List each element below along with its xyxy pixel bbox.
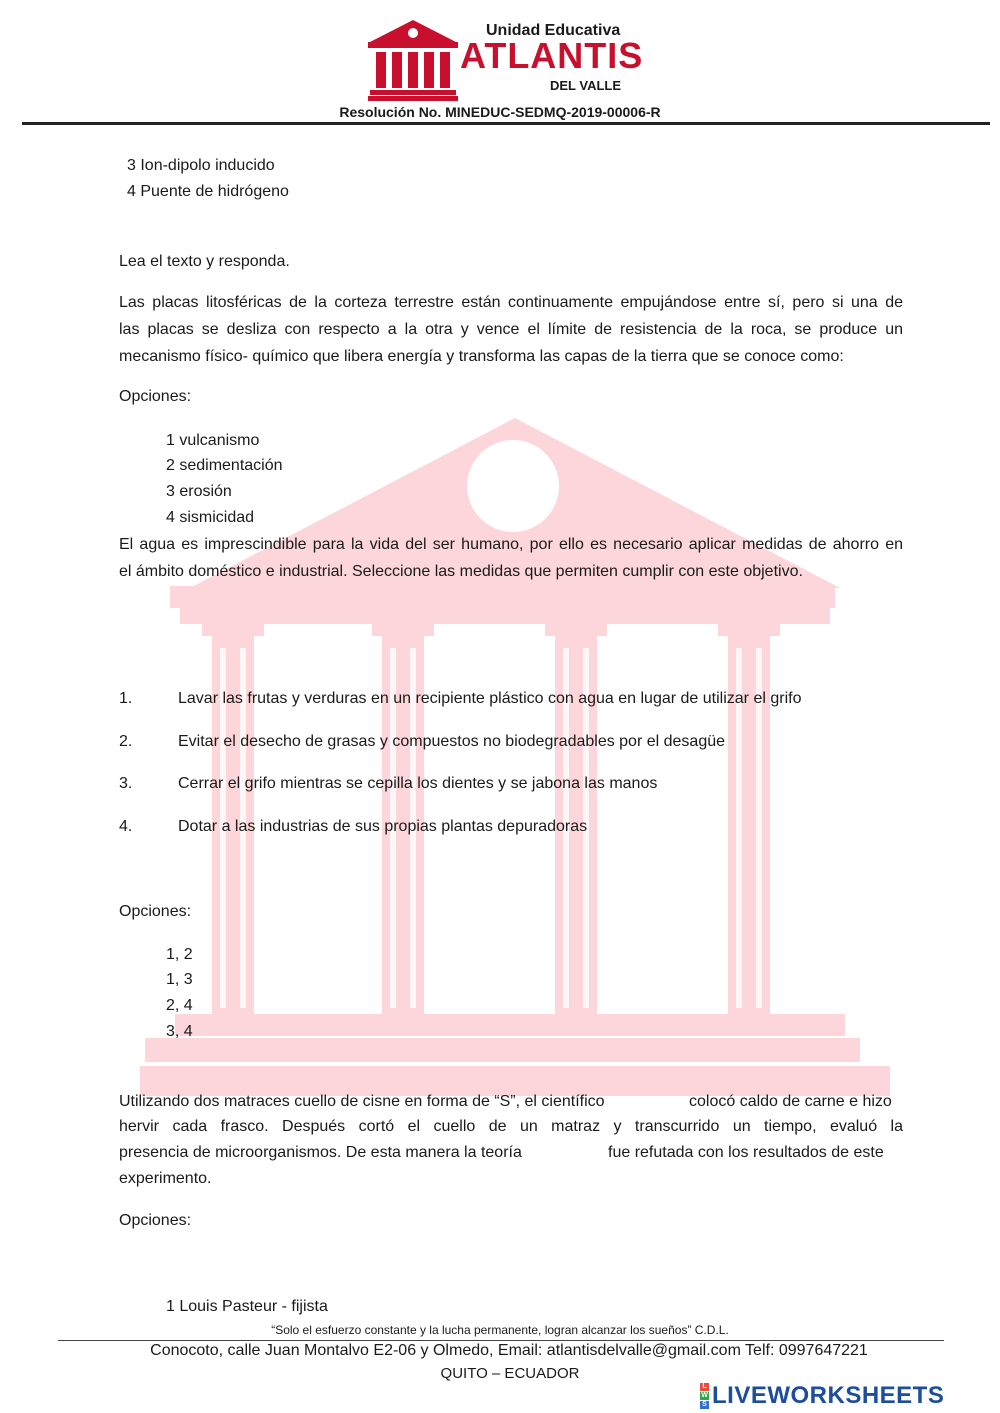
q3-options-label: Opciones: xyxy=(119,903,192,920)
q3-option[interactable]: 1, 2 xyxy=(166,946,193,963)
q2-option[interactable]: 1 vulcanismo xyxy=(166,432,260,449)
q4-text-line-1b: colocó caldo de carne e hizo xyxy=(689,1093,892,1110)
q2-text-line-1: Las placas litosféricas de la corteza terrestre están continuamente empujándose entre sí, pero si una de xyxy=(119,294,903,311)
q2-instruction: Lea el texto y responda. xyxy=(119,253,290,270)
header-divider xyxy=(22,122,990,125)
liveworksheets-badge[interactable] xyxy=(700,1382,944,1410)
q3-item-text: Lavar las frutas y verduras en un recipiente plástico con agua en lugar de utilizar el grifo xyxy=(178,690,802,707)
q4-blank-scientist[interactable] xyxy=(636,1091,686,1111)
q4-text-line-3a: presencia de microorganismos. De esta manera la teoría xyxy=(119,1144,522,1161)
q4-text-line-3b: fue refutada con los resultados de este xyxy=(608,1144,884,1161)
q1-option-3: 3 Ion-dipolo inducido xyxy=(127,157,275,174)
q3-item-text: Dotar a las industrias de sus propias plantas depuradoras xyxy=(178,818,588,835)
q4-options-label: Opciones: xyxy=(119,1212,192,1229)
q3-item-text: Cerrar el grifo mientras se cepilla los dientes y se jabona las manos xyxy=(178,775,658,792)
liveworksheets-logo-icon: L W S xyxy=(701,1383,708,1408)
q3-item-number: 3. xyxy=(119,775,133,792)
q3-item-number: 2. xyxy=(119,733,133,750)
q3-text-line-1: El agua es imprescindible para la vida del ser humano, por ello es necesario aplicar medidas de ahorro en xyxy=(119,536,903,553)
q4-option[interactable]: 1 Louis Pasteur - fijista xyxy=(166,1298,328,1315)
q3-text-line-2: el ámbito doméstico e industrial. Seleccione las medidas que permiten cumplir con este objetivo. xyxy=(119,563,803,580)
q3-item-number: 1. xyxy=(119,690,133,707)
q4-text-line-4: experimento. xyxy=(119,1170,212,1187)
liveworksheets-text: LIVEWORKSHEETS xyxy=(712,1382,945,1409)
q3-option[interactable]: 2, 4 xyxy=(166,997,193,1014)
footer-address: Conocoto, calle Juan Montalvo E2-06 y Olmedo, Email: atlantisdelvalle@gmail.com Telf: 0997647221 xyxy=(150,1342,868,1359)
q4-text-line-2: hervir cada frasco. Después cortó el cuello de un matraz y transcurrido un tiempo, evaluó la xyxy=(119,1118,903,1135)
q4-text-line-1a: Utilizando dos matraces cuello de cisne en forma de “S”, el científico xyxy=(119,1093,605,1110)
footer-city: QUITO – ECUADOR xyxy=(440,1365,580,1382)
school-name-top: Unidad Educativa xyxy=(486,22,621,39)
footer-quote: “Solo el esfuerzo constante y la lucha permanente, logran alcanzar los sueños” C.D.L. xyxy=(271,1323,729,1337)
q2-option[interactable]: 4 sismicidad xyxy=(166,509,255,526)
q2-options-label: Opciones: xyxy=(119,388,192,405)
q3-option[interactable]: 1, 3 xyxy=(166,971,193,988)
school-name: ATLANTIS xyxy=(460,35,644,76)
temple-logo-icon xyxy=(368,18,458,102)
q2-option[interactable]: 3 erosión xyxy=(166,483,232,500)
q2-text-line-3: mecanismo físico- químico que libera energía y transforma las capas de la tierra que se conoce como: xyxy=(119,348,844,365)
q3-item-number: 4. xyxy=(119,818,133,835)
q3-option[interactable]: 3, 4 xyxy=(166,1023,193,1040)
footer-divider xyxy=(58,1340,944,1341)
q1-option-4: 4 Puente de hidrógeno xyxy=(127,183,289,200)
resolution-number: Resolución No. MINEDUC-SEDMQ-2019-00006-R xyxy=(339,104,661,120)
q2-text-line-2: las placas se desliza con respecto a la otra y vence el límite de resistencia de la roca, se produce un xyxy=(119,321,903,338)
q3-item-text: Evitar el desecho de grasas y compuestos no biodegradables por el desagüe xyxy=(178,733,726,750)
q2-option[interactable]: 2 sedimentación xyxy=(166,457,283,474)
school-name-sub: DEL VALLE xyxy=(550,78,622,93)
q4-blank-theory[interactable] xyxy=(552,1142,604,1162)
